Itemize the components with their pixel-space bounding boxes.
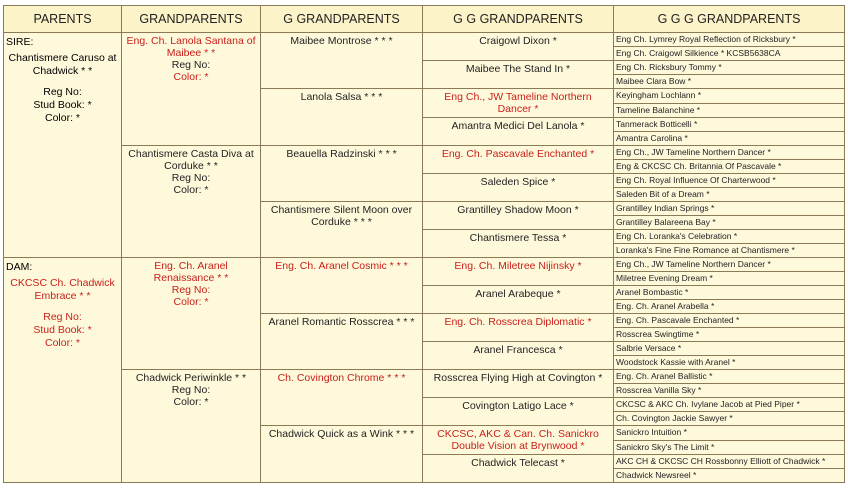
- dam-cell: [4, 258, 122, 483]
- ggg-grandparent-cell: Eng. Ch. Aranel Arabella *: [614, 300, 845, 314]
- gg-grandparent-cell: Eng Ch., JW Tameline Northern Dancer *: [423, 89, 614, 118]
- header-ggg-grandparents: G G G GRANDPARENTS: [614, 6, 845, 33]
- color-label: Color: *: [173, 184, 209, 196]
- ggg-grandparent-cell: Eng Ch. Ricksbury Tommy *: [614, 61, 845, 75]
- dam-color-label: Color: *: [44, 337, 80, 349]
- ggg-grandparent-cell: Eng. Ch. Pascavale Enchanted *: [614, 314, 845, 328]
- header-row: [4, 6, 845, 33]
- grandparent-name: Eng. Ch. Aranel Renaissance * *: [153, 260, 229, 284]
- grandparent-cell: [122, 146, 261, 258]
- gg-grandparent-cell: Chantismere Tessa *: [423, 230, 614, 258]
- gg-grandparent-cell: Aranel Arabeque *: [423, 286, 614, 314]
- gg-grandparent-cell: Craigowl Dixon *: [423, 33, 614, 61]
- pedigree-table: [3, 5, 845, 483]
- ggg-grandparent-cell: CKCSC & AKC Ch. Ivylane Jacob at Pied Piper *: [614, 398, 845, 412]
- ggg-grandparent-cell: Eng Ch. Royal Influence Of Charterwood *: [614, 174, 845, 188]
- ggg-grandparent-cell: Chadwick Newsreel *: [614, 469, 845, 483]
- header-gg-grandparents: G G GRANDPARENTS: [423, 6, 614, 33]
- reg-label: Reg No:: [171, 284, 211, 296]
- ggg-grandparent-cell: Salbrie Versace *: [614, 342, 845, 356]
- g-grandparent-cell: Beauella Radzinski * * *: [261, 146, 423, 202]
- ggg-grandparent-cell: Loranka's Fine Fine Romance at Chantismere *: [614, 244, 845, 258]
- ggg-grandparent-cell: Eng Ch. Craigowl Silkience * KCSB5638CA: [614, 47, 845, 61]
- grandparent-cell: [122, 33, 261, 146]
- gg-grandparent-cell: Aranel Francesca *: [423, 342, 614, 370]
- ggg-grandparent-cell: Saleden Bit of a Dream *: [614, 188, 845, 202]
- ggg-grandparent-cell: Eng Ch. Lymrey Royal Reflection of Ricksbury *: [614, 33, 845, 47]
- ggg-grandparent-cell: Miletree Evening Dream *: [614, 272, 845, 286]
- ggg-grandparent-cell: Aranel Bombastic *: [614, 286, 845, 300]
- grandparent-name: Chadwick Periwinkle * *: [135, 372, 247, 384]
- ggg-grandparent-cell: Amantra Carolina *: [614, 132, 845, 146]
- dam-stud-label: Stud Book: *: [33, 324, 92, 336]
- gg-grandparent-cell: Rosscrea Flying High at Covington *: [423, 370, 614, 398]
- grandparent-name: Eng. Ch. Lanola Santana of Maibee * *: [126, 35, 256, 59]
- ggg-grandparent-cell: Rosscrea Vanilla Sky *: [614, 384, 845, 398]
- color-label: Color: *: [173, 296, 209, 308]
- color-label: Color: *: [173, 71, 209, 83]
- ggg-grandparent-cell: Maibee Clara Bow *: [614, 75, 845, 89]
- g-grandparent-cell: Maibee Montrose * * *: [261, 33, 423, 89]
- dam-tag: DAM:: [6, 261, 33, 273]
- gg-grandparent-cell: Amantra Medici Del Lanola *: [423, 118, 614, 146]
- sire-color-label: Color: *: [44, 112, 80, 124]
- g-grandparent-cell: Chadwick Quick as a Wink * * *: [261, 426, 423, 483]
- reg-label: Reg No:: [171, 172, 211, 184]
- header-g-grandparents: G GRANDPARENTS: [261, 6, 423, 33]
- ggg-grandparent-cell: Sanickro Intuition *: [614, 426, 845, 441]
- gg-grandparent-cell: Chadwick Telecast *: [423, 455, 614, 483]
- grandparent-cell: [122, 258, 261, 370]
- gg-grandparent-cell: Covington Latigo Lace *: [423, 398, 614, 426]
- header-parents: PARENTS: [4, 6, 122, 33]
- ggg-grandparent-cell: Ch. Covington Jackie Sawyer *: [614, 412, 845, 426]
- ggg-grandparent-cell: Eng & CKCSC Ch. Britannia Of Pascavale *: [614, 160, 845, 174]
- reg-label: Reg No:: [171, 59, 211, 71]
- dam-reg-label: Reg No:: [43, 311, 82, 323]
- gg-grandparent-cell: Grantilley Shadow Moon *: [423, 202, 614, 230]
- g-grandparent-cell: Lanola Salsa * * *: [261, 89, 423, 146]
- ggg-grandparent-cell: Keyingham Lochlann *: [614, 89, 845, 104]
- g-grandparent-cell: Chantismere Silent Moon over Corduke * * *: [261, 202, 423, 258]
- ggg-grandparent-cell: Tanmerack Botticelli *: [614, 118, 845, 132]
- g-grandparent-cell: Ch. Covington Chrome * * *: [261, 370, 423, 426]
- sire-cell: [4, 33, 122, 258]
- sire-stud-label: Stud Book: *: [33, 99, 92, 111]
- ggg-grandparent-cell: Tameline Balanchine *: [614, 103, 845, 118]
- color-label: Color: *: [173, 396, 209, 408]
- ggg-grandparent-cell: Grantilley Balareena Bay *: [614, 216, 845, 230]
- dam-name: CKCSC Ch. Chadwick Embrace * *: [10, 277, 115, 302]
- sire-name: Chantismere Caruso at Chadwick * *: [8, 52, 117, 77]
- ggg-grandparent-cell: Woodstock Kassie with Aranel *: [614, 356, 845, 370]
- ggg-grandparent-cell: Eng Ch., JW Tameline Northern Dancer *: [614, 258, 845, 272]
- g-grandparent-cell: Aranel Romantic Rosscrea * * *: [261, 314, 423, 370]
- gg-grandparent-cell: Eng. Ch. Rosscrea Diplomatic *: [423, 314, 614, 342]
- gg-grandparent-cell: CKCSC, AKC & Can. Ch. Sanickro Double Vision at Brynwood *: [423, 426, 614, 455]
- sire-reg-label: Reg No:: [43, 86, 82, 98]
- gg-grandparent-cell: Maibee The Stand In *: [423, 61, 614, 89]
- gg-grandparent-cell: Eng. Ch. Miletree Nijinsky *: [423, 258, 614, 286]
- ggg-grandparent-cell: AKC CH & CKCSC CH Rossbonny Elliott of Chadwick *: [614, 455, 845, 469]
- ggg-grandparent-cell: Eng Ch. Loranka's Celebration *: [614, 230, 845, 244]
- ggg-grandparent-cell: Eng. Ch. Aranel Ballistic *: [614, 370, 845, 384]
- sire-tag: SIRE:: [6, 36, 34, 48]
- ggg-grandparent-cell: Rosscrea Swingtime *: [614, 328, 845, 342]
- gg-grandparent-cell: Saleden Spice *: [423, 174, 614, 202]
- grandparent-cell: [122, 370, 261, 483]
- ggg-grandparent-cell: Grantilley Indian Springs *: [614, 202, 845, 216]
- g-grandparent-cell: Eng. Ch. Aranel Cosmic * * *: [261, 258, 423, 314]
- header-grandparents: GRANDPARENTS: [122, 6, 261, 33]
- gg-grandparent-cell: Eng. Ch. Pascavale Enchanted *: [423, 146, 614, 174]
- ggg-grandparent-cell: Sanickro Sky's The Limit *: [614, 440, 845, 455]
- ggg-grandparent-cell: Eng Ch., JW Tameline Northern Dancer *: [614, 146, 845, 160]
- reg-label: Reg No:: [171, 384, 211, 396]
- grandparent-name: Chantismere Casta Diva at Corduke * *: [128, 148, 254, 172]
